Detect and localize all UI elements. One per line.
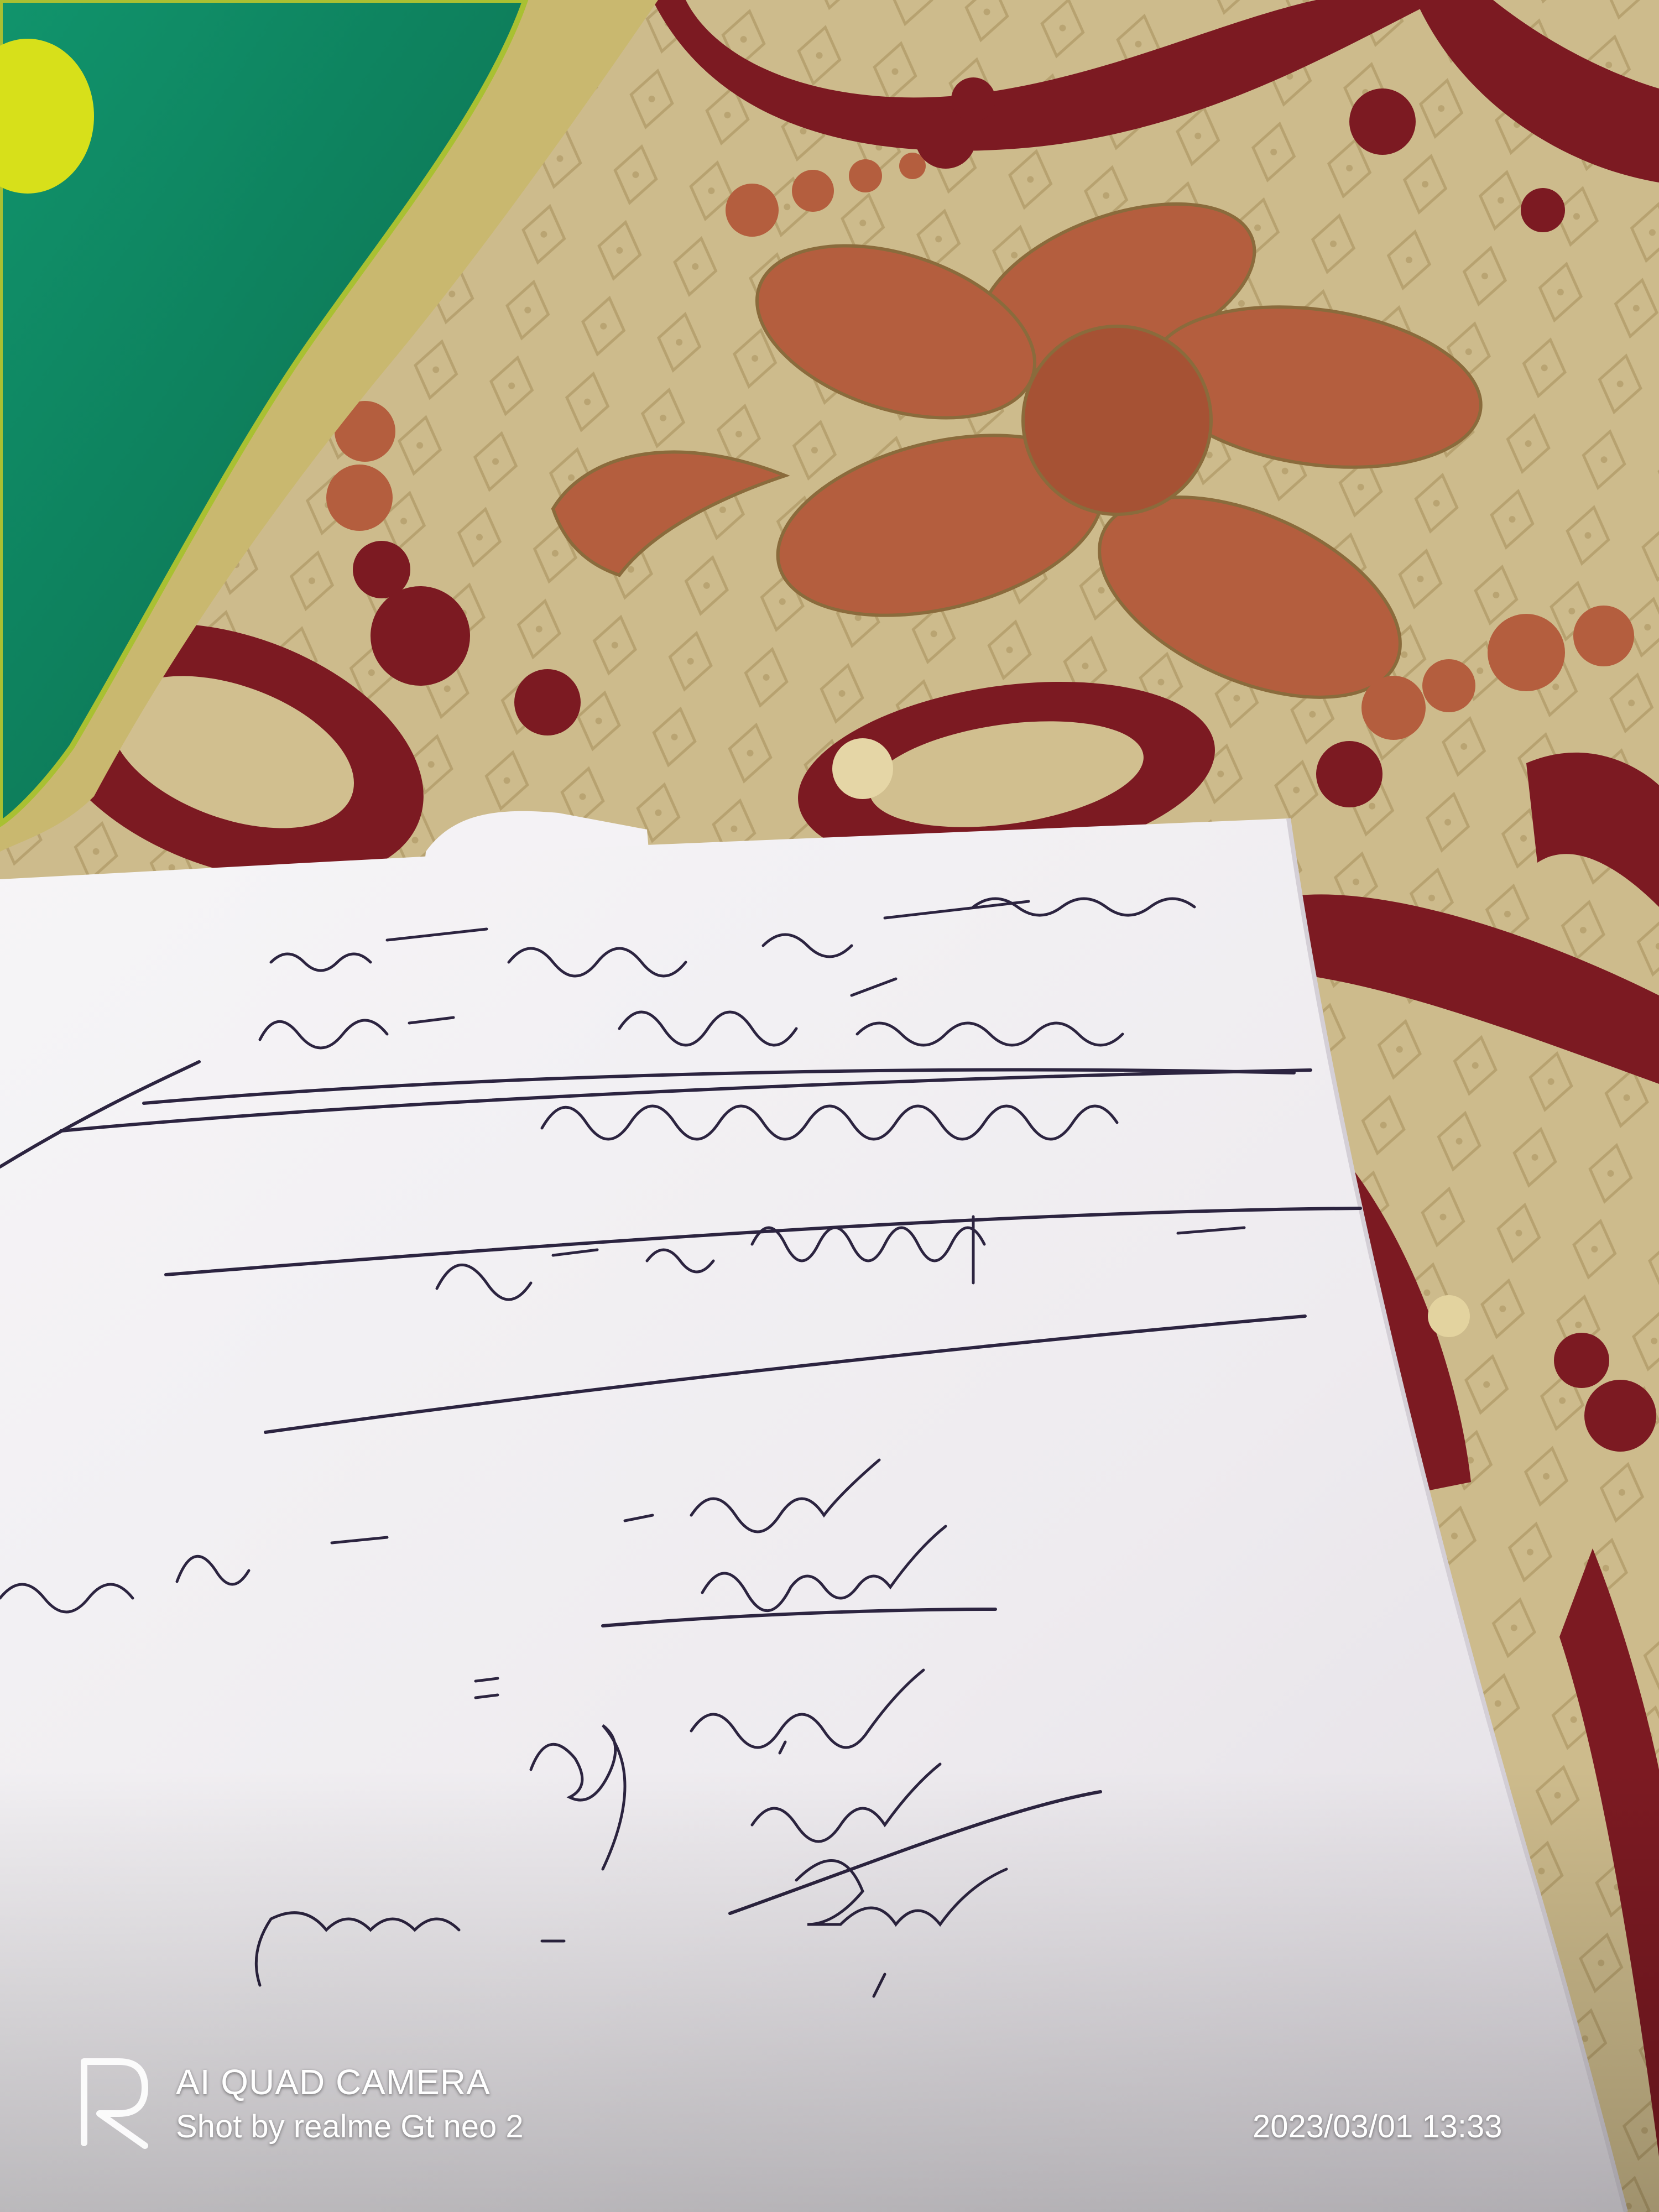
camera-watermark-title: AI QUAD CAMERA [176,2062,491,2102]
camera-watermark-subtitle: Shot by realme Gt neo 2 [176,2109,524,2145]
photo-timestamp: 2023/03/01 13:33 [1253,2109,1503,2145]
